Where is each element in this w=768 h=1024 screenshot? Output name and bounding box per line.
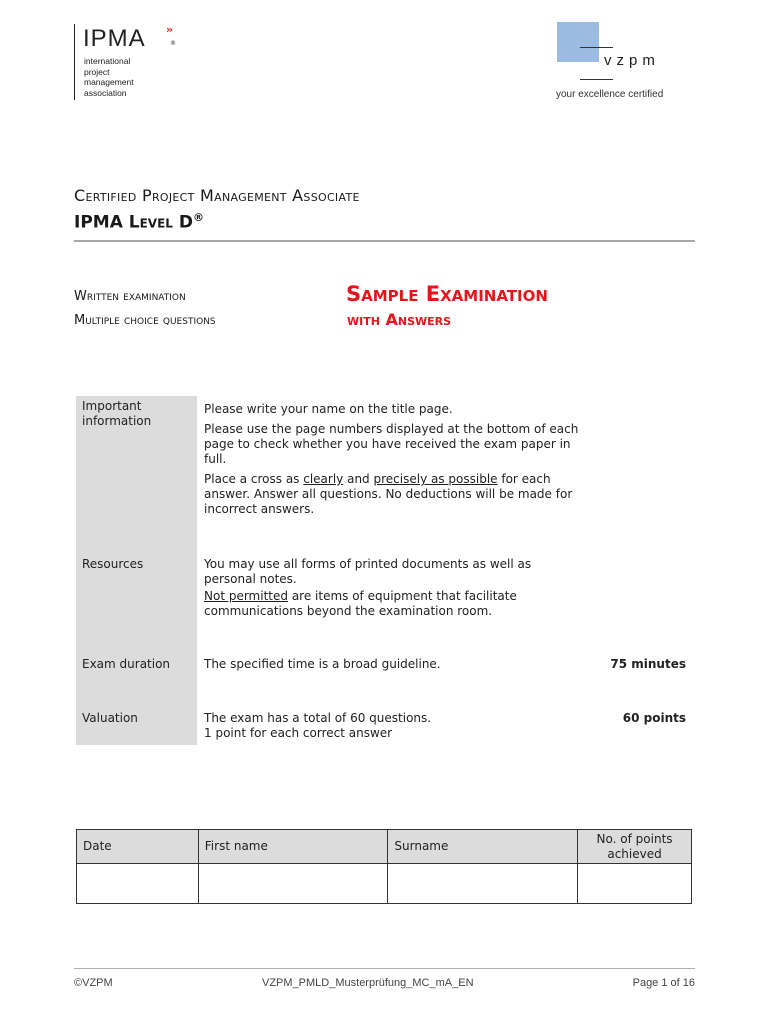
valuation-label: Valuation (82, 711, 138, 725)
duration-value: 75 minutes (610, 657, 686, 671)
footer-document-id: VZPM_PMLD_Musterprüfung_MC_mA_EN (262, 977, 474, 989)
vzpm-logo-square (557, 22, 599, 62)
exam-type-line1: Written examination (74, 289, 186, 304)
ipma-logo-word: IPMA (83, 25, 146, 52)
footer-copyright: ©VZPM (74, 977, 113, 989)
first-name-field[interactable] (198, 864, 388, 904)
ipma-subtitle-line: international (84, 56, 131, 66)
certification-level (74, 207, 204, 234)
points-field[interactable] (578, 864, 692, 904)
ipma-logo-registered: ® (170, 40, 176, 47)
ipma-subtitle-line: project (84, 66, 110, 77)
text-run: are items of equipment that facilitate communications beyond the examination room. (204, 589, 517, 618)
registered-mark: ® (192, 211, 204, 224)
duration-text: The specified time is a broad guideline. (204, 657, 441, 671)
ipma-logo-bar (74, 24, 75, 100)
vzpm-logo-line (580, 47, 613, 48)
title-divider (74, 240, 695, 242)
ipma-logo-chevrons: » (166, 23, 174, 36)
first-name-header: First name (198, 830, 388, 864)
form-header-row (77, 830, 692, 864)
important-info-label: Important information (82, 399, 152, 428)
underlined-text: Not permitted (204, 589, 288, 603)
ipma-subtitle-line: management (84, 77, 134, 87)
important-info-p1: Please write your name on the title page. (204, 402, 453, 416)
duration-label: Exam duration (82, 657, 171, 671)
important-info-p3 (204, 472, 584, 517)
sample-exam-heading: Sample Examination (346, 282, 548, 306)
resources-label: Resources (82, 557, 144, 571)
ipma-subtitle-line: association (84, 87, 127, 98)
important-info-p2: Please use the page numbers displayed at the bottom of each page to check whether you have received the exam paper in full. (204, 422, 579, 466)
surname-header: Surname (388, 830, 578, 864)
text-run: and (343, 472, 374, 486)
points-header: No. of points achieved (578, 830, 692, 864)
underlined-text: precisely as possible (373, 472, 498, 486)
resources-text (204, 557, 584, 624)
footer-divider (74, 968, 695, 969)
underlined-text: clearly (303, 472, 344, 486)
vzpm-logo-tagline: your excellence certified (556, 89, 664, 100)
candidate-form-table (76, 829, 692, 904)
form-entry-row (77, 864, 692, 904)
resources-p2 (204, 589, 584, 619)
exam-type-line2: Multiple choice questions (74, 313, 216, 328)
sample-exam-subheading: with Answers (347, 310, 452, 329)
valuation-value: 60 points (622, 711, 686, 725)
resources-p1: You may use all forms of printed documents as well as personal notes. (204, 557, 532, 586)
date-field[interactable] (77, 864, 199, 904)
footer-page-number: Page 1 of 16 (632, 977, 695, 989)
surname-field[interactable] (388, 864, 578, 904)
valuation-line2: 1 point for each correct answer (204, 726, 393, 740)
valuation-line1: The exam has a total of 60 questions. (204, 711, 432, 725)
vzpm-logo-line (580, 79, 613, 80)
text-run: Place a cross as (204, 472, 304, 486)
text-run: for each answer. Answer all questions. No deductions will be made for incorrect answers. (204, 472, 573, 516)
date-header: Date (77, 830, 199, 864)
important-info-text (204, 402, 584, 522)
ipma-logo-subtitle (84, 56, 174, 98)
certification-title: Certified Project Management Associate (74, 186, 360, 205)
vzpm-logo-word: vzpm (604, 52, 660, 69)
level-text: IPMA Level D (74, 212, 193, 233)
